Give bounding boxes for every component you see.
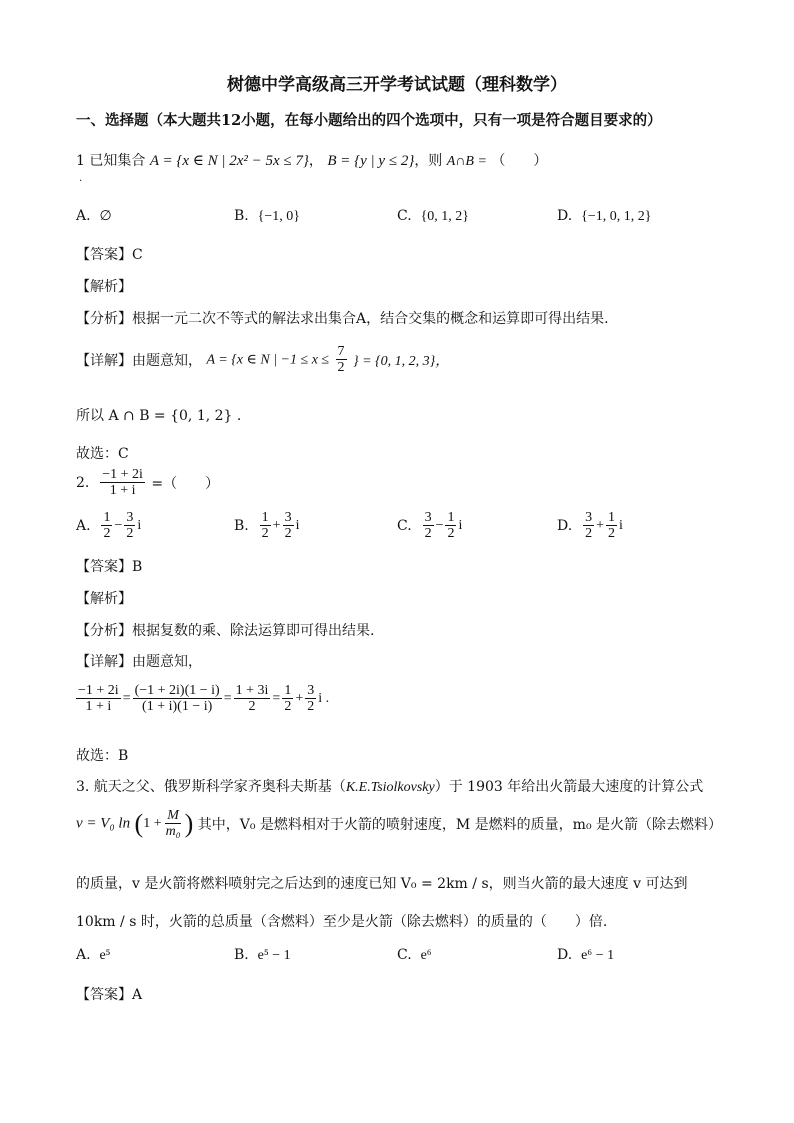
fraction — [133, 683, 222, 715]
frac-den: 2 — [284, 699, 292, 715]
right-paren: ) — [184, 808, 194, 838]
operator: − — [114, 517, 123, 533]
option-value: {−1, 0, 1, 2} — [581, 209, 652, 224]
fraction — [583, 510, 594, 542]
frac-den: 2 — [126, 526, 134, 542]
formula-one: 1 + — [143, 815, 162, 831]
fraction — [101, 510, 112, 542]
option-letter: D. — [557, 947, 573, 963]
fraction — [283, 510, 294, 542]
plus: + — [295, 690, 304, 706]
frac-den: 2 — [585, 526, 593, 542]
q2-calculation — [74, 683, 329, 715]
frac-num: 1 — [103, 510, 111, 525]
q1-conclusion: 所以 A ∩ B = {0, 1, 2} . — [76, 408, 242, 424]
q3-formula-line — [76, 808, 722, 840]
fraction — [282, 683, 293, 715]
frac-num: 1 + 3i — [235, 683, 269, 698]
fraction — [124, 510, 135, 542]
q1-number: 1 — [76, 153, 85, 169]
q2-option-a — [76, 510, 141, 542]
calc-tail: i . — [318, 690, 330, 706]
q1-sep: ， — [308, 153, 323, 169]
q2-choose: 故选：B — [76, 748, 129, 764]
option-value: e⁵ — [99, 948, 111, 963]
frac-num: 1 — [447, 510, 455, 525]
fraction — [305, 683, 316, 715]
fraction — [100, 467, 145, 499]
fraction — [423, 510, 434, 542]
q1-option-b — [234, 208, 300, 225]
option-value: e⁵ − 1 — [257, 948, 291, 963]
q1-paren: （ ） — [491, 153, 548, 169]
q3-option-a — [76, 947, 111, 964]
frac-den: 2 — [447, 526, 455, 542]
frac-num: 3 — [126, 510, 134, 525]
frac-den: 1 + i — [85, 699, 112, 715]
formula-pre: v = V₀ ln — [76, 815, 131, 832]
option-letter: A. — [76, 208, 91, 224]
q1-expr: A∩B = — [446, 154, 487, 169]
equals: = — [272, 690, 281, 706]
frac-num: 1 — [284, 683, 292, 698]
frac-num: 7 — [337, 344, 345, 359]
q2-xiangjie-label: 【详解】由题意知， — [76, 654, 202, 670]
option-letter: C. — [397, 947, 412, 963]
q1-set-a: A = {x ∈ N | 2x² − 5x ≤ 7} — [149, 153, 309, 169]
xiangjie-math-pre: A = {x ∈ N | −1 ≤ x ≤ — [206, 352, 330, 368]
option-letter: C. — [397, 517, 412, 534]
q1-option-d — [557, 208, 651, 225]
frac-den: 2 — [261, 526, 269, 542]
q3-line2-text: 其中，V₀ 是燃料相对于火箭的喷射速度，M 是燃料的质量，m₀ 是火箭（除去燃料） — [197, 816, 723, 833]
q1-set-b: B = {y | y ≤ 2} — [327, 153, 415, 169]
frac-den: 2 — [337, 360, 345, 376]
q1-option-a — [76, 208, 112, 225]
option-letter: C. — [397, 208, 412, 224]
option-letter: D. — [557, 517, 573, 534]
frac-den: 2 — [284, 526, 292, 542]
q2-fenxi: 【分析】根据复数的乘、除法运算即可得出结果. — [76, 623, 375, 639]
q1-stem — [76, 150, 547, 170]
option-letter: B. — [234, 947, 249, 963]
xiangjie-math-post: } = {0, 1, 2, 3}， — [353, 353, 450, 369]
frac-den: 2 — [424, 526, 432, 542]
frac-num: −1 + 2i — [78, 683, 119, 698]
option-letter: B. — [234, 517, 249, 534]
fraction — [234, 683, 271, 715]
q2-stem-post: =（ ） — [151, 475, 220, 492]
operator: + — [596, 517, 604, 533]
q3-line3: 的质量，v 是火箭将燃料喷射完之后达到的速度已知 V₀ = 2km / s，则当火箭的最大速度 v 可达到 — [76, 876, 688, 892]
q2-option-c — [397, 510, 462, 542]
frac-num: 1 — [608, 510, 615, 525]
q1-dot: . — [79, 173, 83, 184]
operator: − — [435, 517, 444, 533]
frac-num: −1 + 2i — [102, 467, 143, 482]
q3-line1 — [76, 776, 703, 796]
operator: + — [272, 517, 281, 533]
option-value: {−1, 0} — [257, 209, 300, 224]
option-letter: D. — [557, 208, 573, 224]
fraction — [164, 808, 183, 840]
frac-den: (1 + i)(1 − i) — [142, 699, 213, 715]
q1-choose: 故选：C — [76, 446, 129, 462]
q2-number: 2. — [76, 474, 90, 491]
equals: = — [122, 690, 131, 706]
imag-unit: i — [458, 517, 463, 533]
frac-den: m₀ — [165, 824, 181, 840]
imag-unit: i — [619, 517, 623, 533]
imag-unit: i — [137, 517, 142, 533]
q3-name: K.E.Tsiolkovsky — [345, 780, 435, 795]
frac-num: 3 — [284, 510, 292, 525]
q1-fenxi: 【分析】根据一元二次不等式的解法求出集合A，结合交集的概念和运算即可得出结果. — [76, 311, 609, 327]
q1-stem-post: ，则 — [414, 153, 443, 169]
option-letter: A. — [76, 517, 91, 534]
q2-option-b — [234, 510, 299, 542]
fraction — [76, 683, 121, 715]
q2-stem — [76, 467, 219, 499]
q3-line1-post: ）于 1903 年给出火箭最大速度的计算公式 — [434, 779, 704, 795]
q3-line4: 10km / s 时，火箭的总质量（含燃料）至少是火箭（除去燃料）的质量的（ ）倍. — [76, 914, 608, 930]
option-value: e⁶ − 1 — [581, 948, 615, 963]
frac-den: 2 — [103, 526, 111, 542]
q3-answer: 【答案】A — [76, 987, 143, 1003]
q2-answer: 【答案】B — [76, 559, 143, 575]
equals: = — [223, 690, 232, 706]
q1-analysis-label: 【解析】 — [76, 279, 132, 295]
q3-option-d — [557, 947, 614, 964]
frac-den: 2 — [248, 699, 256, 715]
frac-num: 1 — [261, 510, 269, 525]
section-heading: 一、选择题（本大题共12小题，在每小题给出的四个选项中，只有一项是符合题目要求的） — [76, 112, 662, 129]
q2-analysis-label: 【解析】 — [76, 591, 132, 607]
fraction — [606, 510, 617, 542]
frac-den: 2 — [307, 699, 315, 715]
q1-answer: 【答案】C — [76, 247, 143, 263]
frac-den: 1 + i — [109, 483, 136, 499]
frac-num: 3 — [424, 510, 432, 525]
frac-den: 2 — [608, 526, 615, 542]
xiangjie-label: 【详解】由题意知， — [76, 352, 202, 369]
q1-xiangjie — [76, 344, 449, 376]
option-value: e⁶ — [420, 948, 432, 963]
option-value: {0, 1, 2} — [420, 209, 470, 224]
q3-option-c — [397, 947, 432, 964]
q3-line1-pre: 3. 航天之父、俄罗斯科学家齐奥科夫斯基（ — [76, 779, 346, 795]
page-title: 树德中学高级高三开学考试试题（理科数学） — [227, 75, 567, 95]
frac-num: 3 — [585, 510, 593, 525]
left-paren: ( — [134, 808, 144, 838]
q1-option-c — [397, 208, 469, 225]
q3-option-b — [234, 947, 291, 964]
imag-unit: i — [295, 517, 300, 533]
q2-option-d — [557, 510, 623, 542]
fraction — [336, 344, 347, 376]
q1-stem-pre: 已知集合 — [89, 153, 146, 169]
option-letter: B. — [234, 208, 249, 224]
fraction — [260, 510, 271, 542]
option-value: ∅ — [99, 209, 112, 224]
option-letter: A. — [76, 947, 91, 963]
fraction — [445, 510, 456, 542]
frac-num: M — [167, 808, 179, 823]
frac-num: (−1 + 2i)(1 − i) — [134, 683, 220, 698]
frac-num: 3 — [307, 683, 315, 698]
